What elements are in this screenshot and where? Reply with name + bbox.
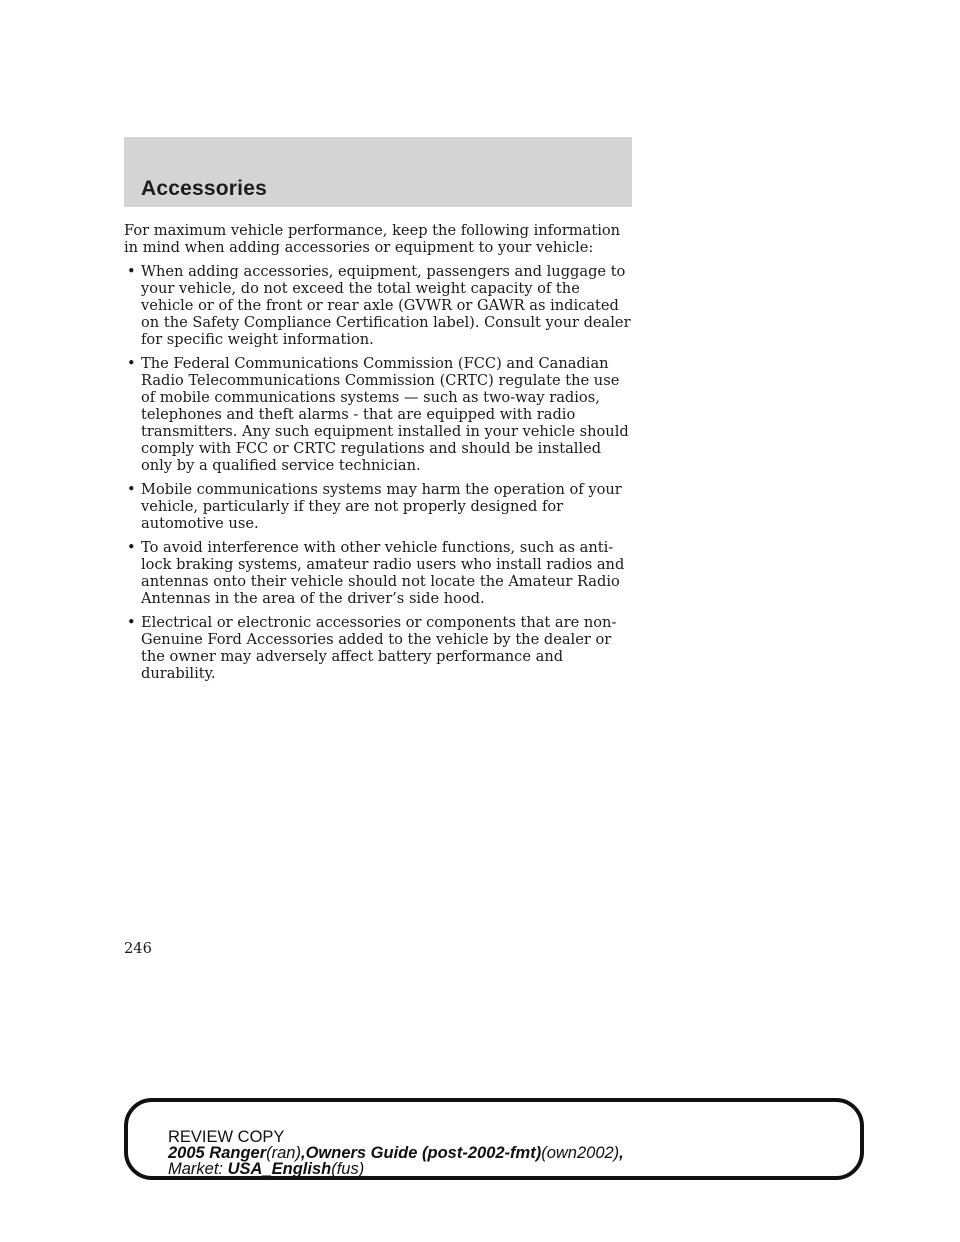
model-name: 2005 Ranger (168, 1144, 267, 1162)
market-name: USA_English (227, 1160, 332, 1178)
page-number: 246 (124, 940, 152, 957)
section-header-band (124, 137, 632, 207)
guide-code: (own2002) (541, 1144, 620, 1162)
separator: , (619, 1144, 624, 1162)
guide-name: Owners Guide (post-2002-fmt) (305, 1144, 542, 1162)
bullet-icon: • (127, 355, 136, 372)
list-item-text: The Federal Communications Commission (FCC) and Canadian Radio Telecommunications Commission (CRTC) regulate the use of mobile communications systems — such as two-way radios, telephones and theft alarms - that are equipped with radio transmitters. Any such equipment installed in your vehicle should comply with FCC or CRTC regulations and should be installed only by a qualified service technician. (141, 355, 629, 474)
section-title: Accessories (141, 177, 267, 200)
list-item (124, 355, 636, 474)
page-content (124, 222, 636, 689)
separator: , (300, 1144, 306, 1162)
review-copy-text (168, 1129, 624, 1177)
list-item-text: When adding accessories, equipment, passengers and luggage to your vehicle, do not exceed the total weight capacity of the vehicle or of the front or rear axle (GVWR or GAWR as indicated on the Safety Compliance Certification label). Consult your dealer for specific weight information. (141, 263, 631, 348)
bullet-icon: • (127, 614, 136, 631)
list-item (124, 481, 636, 532)
list-item-text: To avoid interference with other vehicle functions, such as anti-lock braking systems, amateur radio users who install radios and antennas onto their vehicle should not locate the Amateur Radio Antennas in the area of the driver’s side hood. (141, 539, 625, 607)
review-copy-market-line (168, 1161, 624, 1177)
review-copy-box (124, 1098, 864, 1180)
list-item-text: Electrical or electronic accessories or components that are non-Genuine Ford Accessories added to the vehicle by the dealer or the owner may adversely affect battery performance and durability. (141, 614, 617, 682)
market-code: (fus) (331, 1160, 365, 1178)
review-copy-label: REVIEW COPY (168, 1128, 285, 1146)
bullet-icon: • (127, 481, 136, 498)
market-label: Market: (168, 1160, 224, 1178)
bullet-icon: • (127, 263, 136, 280)
bullet-icon: • (127, 539, 136, 556)
list-item (124, 263, 636, 348)
list-item (124, 539, 636, 607)
model-code: (ran) (266, 1144, 301, 1162)
review-copy-product-line (168, 1145, 624, 1161)
list-item (124, 614, 636, 682)
list-item-text: Mobile communications systems may harm the operation of your vehicle, particularly if they are not properly designed for automotive use. (141, 481, 622, 532)
intro-paragraph: For maximum vehicle performance, keep the following information in mind when adding accessories or equipment to your vehicle: (124, 222, 621, 256)
bullet-list (124, 263, 636, 682)
